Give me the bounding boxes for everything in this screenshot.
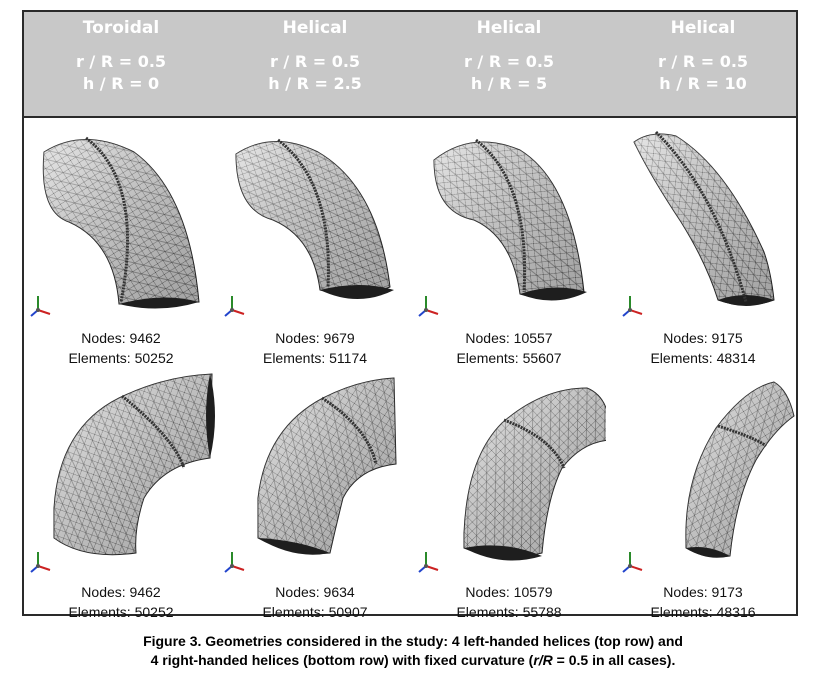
caption-line-2-start: 4 right-handed helices (bottom row) with fixed curvature ( — [150, 652, 534, 668]
column-type: Helical — [670, 18, 736, 38]
mesh-cell — [218, 368, 412, 620]
element-count: Elements: 51174 — [262, 350, 368, 366]
figure-panel — [22, 10, 798, 620]
mesh-stats — [606, 328, 800, 368]
mesh-cell — [218, 122, 412, 368]
mesh-stats — [24, 328, 218, 368]
column-h-ratio: h / R = 5 — [470, 74, 548, 93]
node-count: Nodes: 9462 — [81, 330, 161, 346]
mesh-stats — [412, 328, 606, 368]
node-count: Nodes: 10557 — [465, 330, 553, 346]
axis-triad-icon — [222, 290, 252, 320]
element-count: Elements: 55607 — [456, 350, 562, 366]
element-count: Elements: 50252 — [68, 350, 174, 366]
node-count: Nodes: 9173 — [663, 584, 743, 600]
axis-triad-icon — [28, 290, 58, 320]
axis-triad-icon — [416, 546, 446, 576]
mesh-stats — [218, 582, 412, 622]
element-count: Elements: 55788 — [456, 604, 562, 620]
caption-line-2 — [0, 651, 826, 670]
axis-triad-icon — [416, 290, 446, 320]
element-count: Elements: 50907 — [262, 604, 368, 620]
column-r-ratio: r / R = 0.5 — [75, 52, 167, 71]
node-count: Nodes: 9462 — [81, 584, 161, 600]
node-count: Nodes: 9175 — [663, 330, 743, 346]
column-type: Helical — [282, 18, 348, 38]
axis-triad-icon — [28, 546, 58, 576]
column-header-3 — [412, 12, 606, 116]
column-h-ratio: h / R = 2.5 — [268, 74, 362, 93]
mesh-cell — [412, 122, 606, 368]
caption-line-2-end: = 0.5 in all cases). — [552, 652, 676, 668]
column-header-2 — [218, 12, 412, 116]
mesh-stats — [606, 582, 800, 622]
mesh-cell — [606, 122, 800, 368]
column-type: Toroidal — [82, 18, 160, 38]
element-count: Elements: 50252 — [68, 604, 174, 620]
column-h-ratio: h / R = 10 — [659, 74, 747, 93]
node-count: Nodes: 9679 — [275, 330, 355, 346]
element-count: Elements: 48316 — [650, 604, 756, 620]
caption-line-1: Figure 3. Geometries considered in the study: 4 left-handed helices (top row) and — [143, 633, 683, 649]
column-r-ratio: r / R = 0.5 — [269, 52, 361, 71]
mesh-stats — [24, 582, 218, 622]
axis-triad-icon — [620, 290, 650, 320]
mesh-stats — [412, 582, 606, 622]
axis-triad-icon — [222, 546, 252, 576]
caption-ratio-symbol: r/R — [533, 652, 553, 668]
mesh-cell — [412, 368, 606, 620]
node-count: Nodes: 9634 — [275, 584, 355, 600]
column-h-ratio: h / R = 0 — [82, 74, 160, 93]
column-type: Helical — [476, 18, 542, 38]
column-header-band — [24, 12, 796, 118]
column-r-ratio: r / R = 0.5 — [463, 52, 555, 71]
column-header-4 — [606, 12, 800, 116]
mesh-cell — [24, 368, 218, 620]
element-count: Elements: 48314 — [650, 350, 756, 366]
node-count: Nodes: 10579 — [465, 584, 553, 600]
mesh-cell — [24, 122, 218, 368]
column-r-ratio: r / R = 0.5 — [657, 52, 749, 71]
figure-caption — [0, 632, 826, 670]
axis-triad-icon — [620, 546, 650, 576]
mesh-stats — [218, 328, 412, 368]
column-header-1 — [24, 12, 218, 116]
mesh-cell — [606, 368, 800, 620]
